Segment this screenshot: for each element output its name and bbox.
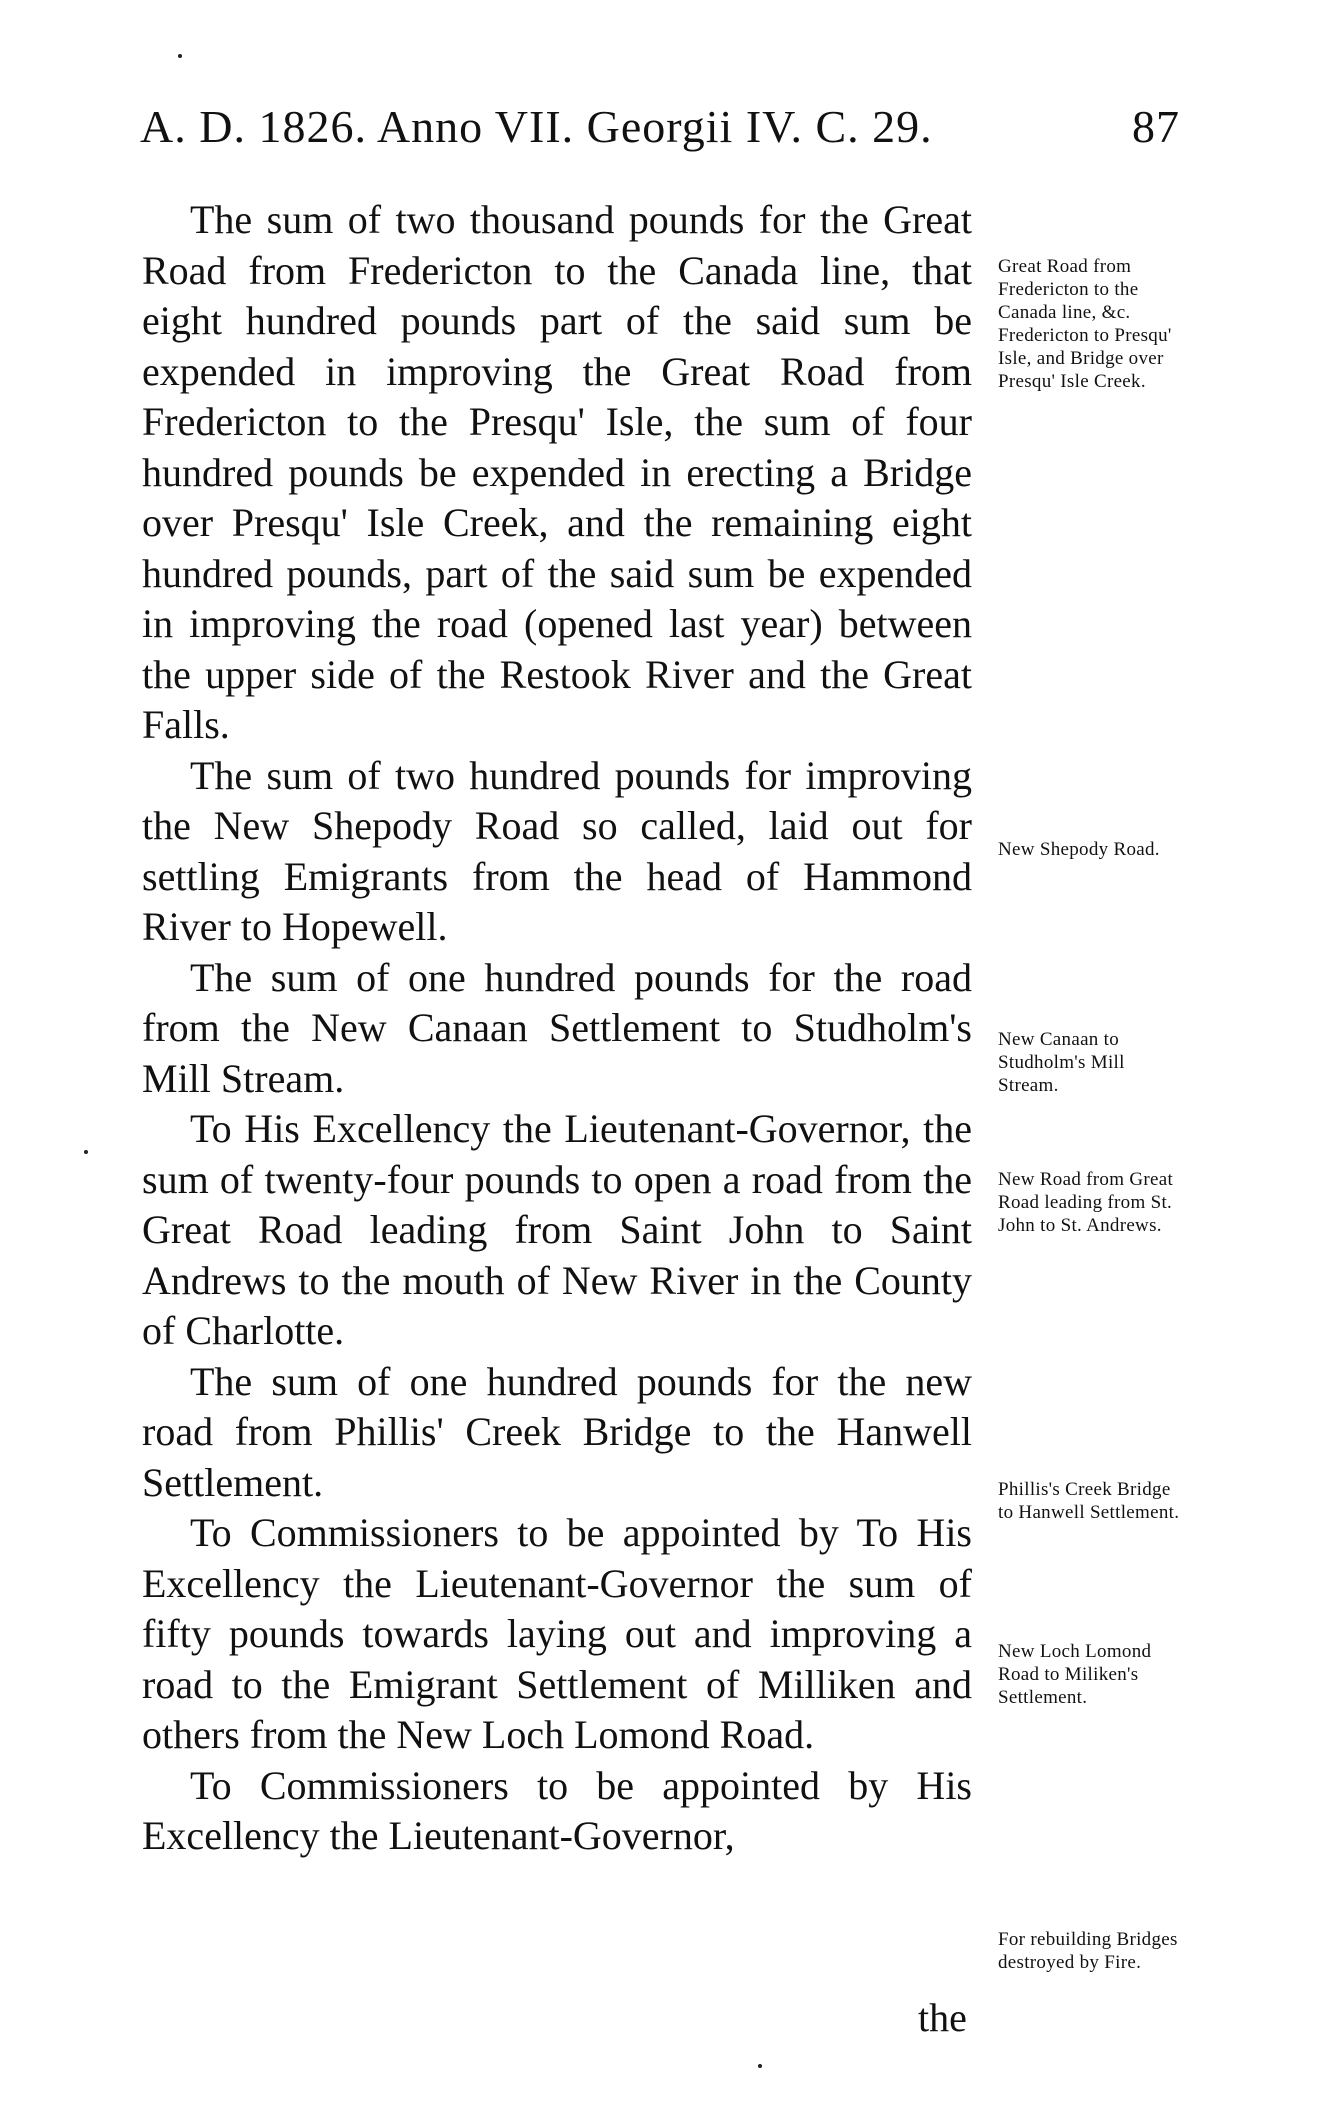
paragraph-new-river-road: To His Excellency the Lieutenant-Governor, the sum of twenty-four pounds to open a road from the Great Road leading from Saint John to Saint Andrews to the mouth of New River in the County of Charlotte. (142, 1106, 972, 1353)
margin-note-loch-lomond: New Loch Lomond Road to Miliken's Settlement. (998, 1641, 1152, 1708)
statute-text (142, 195, 972, 1862)
catchword: the (918, 1995, 967, 2040)
margin-note-new-shepody: New Shepody Road. (998, 839, 1160, 860)
print-speck (178, 54, 182, 58)
paragraph-loch-lomond-road: To Commissioners to be appointed by To His Excellency the Lieutenant-Governor the sum of fifty pounds towards laying out and improving a road to the Emigrant Settlement of Milliken and others from the New Loch Lomond Road. (142, 1510, 972, 1757)
paragraph-great-road: The sum of two thousand pounds for the Great Road from Fredericton to the Canada line, that eight hundred pounds part of the said sum be expended in improving the Great Road from Fredericton to the Presqu' Isle, the sum of four hundred pounds be expended in erecting a Bridge over Presqu' Isle Creek, and the remaining eight hundred pounds, part of the said sum be expended in improving the road (opened last year) between the upper side of the Restook River and the Great Falls. (142, 197, 972, 747)
paragraph-phillis-creek-road: The sum of one hundred pounds for the new road from Phillis' Creek Bridge to the Hanwell Settlement. (142, 1358, 972, 1505)
print-speck (84, 1150, 88, 1154)
margin-note-new-road: New Road from Great Road leading from St. John to St. Andrews. (998, 1169, 1174, 1236)
page-header (140, 100, 1180, 160)
margin-note-new-canaan: New Canaan to Studholm's Mill Stream. (998, 1029, 1125, 1096)
paragraph-new-canaan-road: The sum of one hundred pounds for the road from the New Canaan Settlement to Studholm's Mill Stream. (142, 954, 972, 1101)
paragraph-new-shepody-road: The sum of two hundred pounds for improving the New Shepody Road so called, laid out for settling Emigrants from the head of Hammond River to Hopewell. (142, 752, 972, 949)
margin-note-phillis-creek: Phillis's Creek Bridge to Hanwell Settlement. (998, 1479, 1180, 1523)
running-head: A. D. 1826. Anno VII. Georgii IV. C. 29. (140, 101, 933, 152)
print-speck (758, 2064, 762, 2068)
margin-note-great-road: Great Road from Fredericton to the Canada line, &c. Fredericton to Presqu' Isle, and Bridge over Presqu' Isle Creek. (998, 256, 1172, 392)
paragraph-commissioners: To Commissioners to be appointed by His Excellency the Lieutenant-Governor, (142, 1762, 972, 1858)
margin-note-rebuilding-bridges: For rebuilding Bridges destroyed by Fire. (998, 1929, 1178, 1973)
page-number: 87 (1132, 101, 1180, 152)
